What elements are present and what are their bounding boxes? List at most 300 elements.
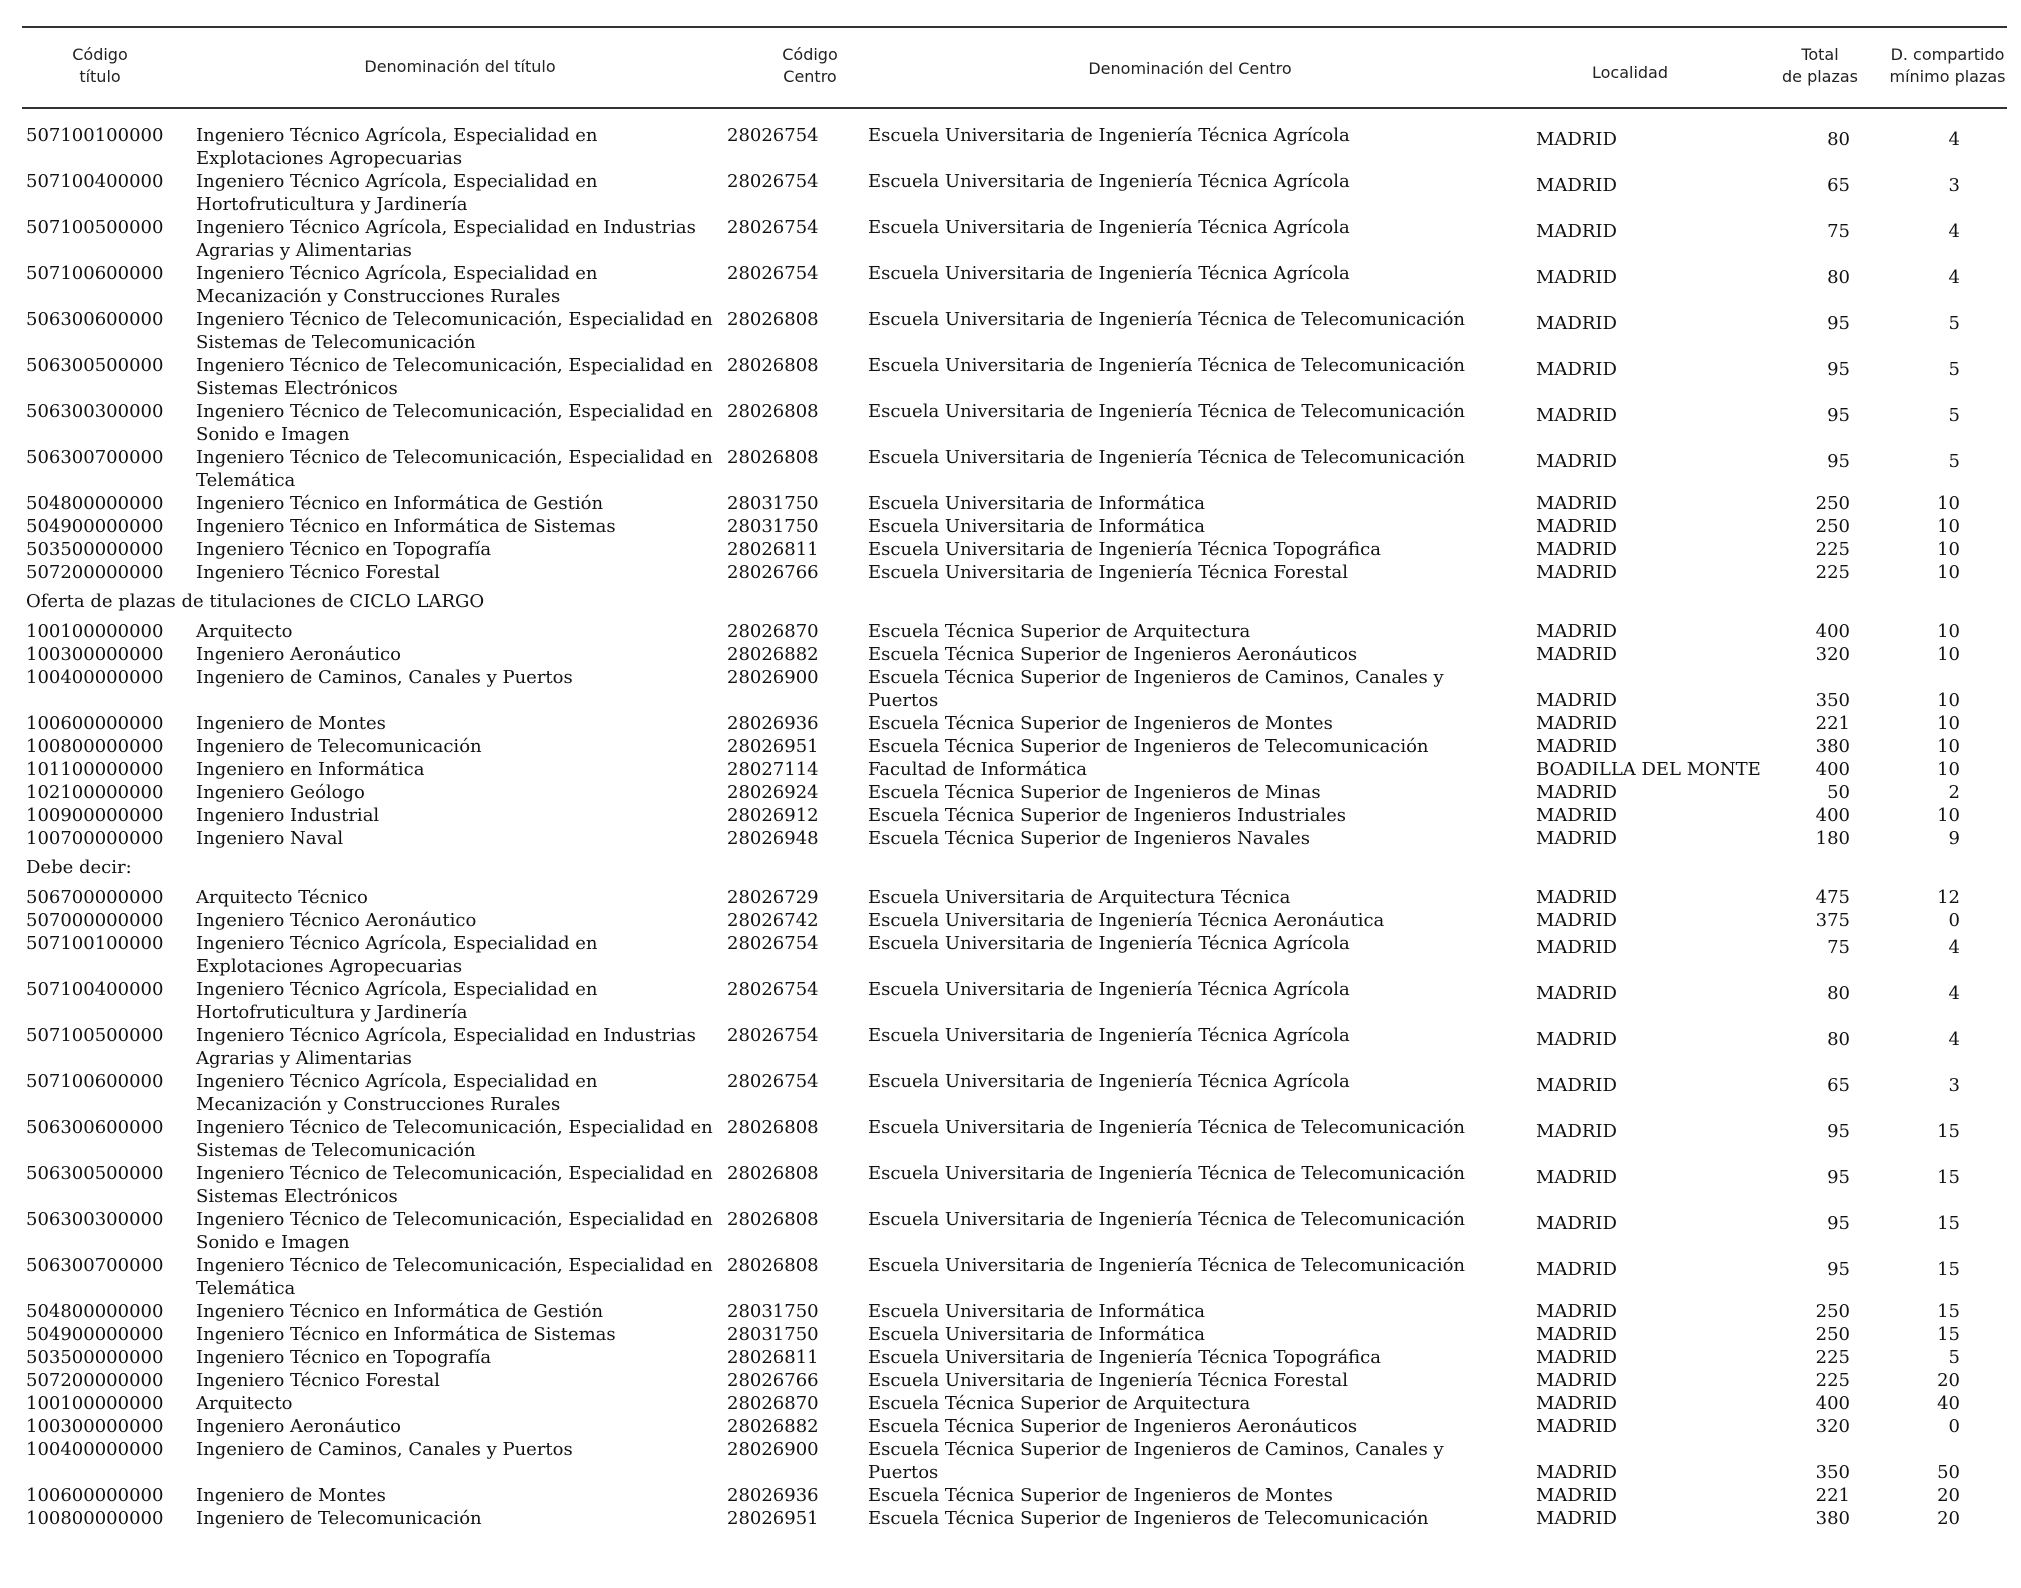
cell-denominacion-titulo: Ingeniero Técnico Agrícola, Especialidad en Explotaciones Agropecuarias <box>196 125 598 169</box>
cell-minimo-plazas: 10 <box>1937 621 1960 642</box>
cell-minimo-plazas: 50 <box>1937 1462 1960 1483</box>
table-body <box>0 124 2021 1530</box>
cell-codigo-titulo: 507000000000 <box>26 910 164 931</box>
table-row <box>0 886 2021 909</box>
cell-localidad: MADRID <box>1536 1167 1617 1188</box>
cell-codigo-titulo: 100100000000 <box>26 621 164 642</box>
cell-minimo-plazas: 20 <box>1937 1508 1960 1529</box>
header-codigo-centro-line1: Código <box>782 45 838 64</box>
cell-denominacion-centro: Escuela Universitaria de Ingeniería Técnica de Telecomunicación <box>868 1117 1466 1138</box>
cell-localidad: MADRID <box>1536 539 1617 560</box>
cell-denominacion-titulo: Arquitecto Técnico <box>196 887 368 908</box>
cell-total-plazas: 320 <box>1815 1416 1850 1437</box>
cell-minimo-plazas: 10 <box>1937 736 1960 757</box>
header-denominacion-titulo <box>300 56 620 78</box>
cell-total-plazas: 65 <box>1827 175 1850 196</box>
cell-localidad: MADRID <box>1536 1259 1617 1280</box>
cell-total-plazas: 400 <box>1815 759 1850 780</box>
cell-minimo-plazas: 0 <box>1948 1416 1960 1437</box>
cell-total-plazas: 95 <box>1827 1121 1850 1142</box>
cell-minimo-plazas: 4 <box>1948 221 1960 242</box>
cell-codigo-centro: 28026808 <box>727 447 819 468</box>
cell-codigo-titulo: 100600000000 <box>26 713 164 734</box>
cell-codigo-titulo: 100300000000 <box>26 1416 164 1437</box>
cell-total-plazas: 75 <box>1827 937 1850 958</box>
header-codigo-titulo <box>40 44 160 88</box>
table-row <box>0 1300 2021 1323</box>
cell-codigo-centro: 28026754 <box>727 171 819 192</box>
cell-codigo-centro: 28026811 <box>727 539 819 560</box>
cell-denominacion-titulo: Ingeniero de Caminos, Canales y Puertos <box>196 1439 573 1460</box>
cell-codigo-titulo: 506300600000 <box>26 309 164 330</box>
header-denominacion-centro <box>1000 58 1380 80</box>
cell-total-plazas: 80 <box>1827 1029 1850 1050</box>
table-row <box>0 216 2021 262</box>
cell-codigo-titulo: 100600000000 <box>26 1485 164 1506</box>
cell-minimo-plazas: 15 <box>1937 1301 1960 1322</box>
header-denominacion-centro-text: Denominación del Centro <box>1088 59 1292 78</box>
cell-total-plazas: 380 <box>1815 736 1850 757</box>
cell-denominacion-centro: Escuela Universitaria de Informática <box>868 493 1205 514</box>
cell-denominacion-titulo: Ingeniero Técnico de Telecomunicación, Especialidad en Sistemas de Telecomunicación <box>196 309 713 353</box>
cell-denominacion-centro: Escuela Universitaria de Ingeniería Técnica de Telecomunicación <box>868 309 1466 330</box>
table-row <box>0 561 2021 584</box>
cell-denominacion-centro: Facultad de Informática <box>868 759 1087 780</box>
cell-localidad: MADRID <box>1536 736 1617 757</box>
cell-denominacion-titulo: Ingeniero Industrial <box>196 805 380 826</box>
cell-total-plazas: 380 <box>1815 1508 1850 1529</box>
cell-localidad: MADRID <box>1536 713 1617 734</box>
header-localidad-text: Localidad <box>1591 63 1669 82</box>
cell-total-plazas: 350 <box>1815 1462 1850 1483</box>
cell-localidad: MADRID <box>1536 1301 1617 1322</box>
table-row <box>0 1323 2021 1346</box>
cell-total-plazas: 50 <box>1827 782 1850 803</box>
cell-codigo-centro: 28031750 <box>727 516 819 537</box>
cell-total-plazas: 80 <box>1827 983 1850 1004</box>
cell-denominacion-titulo: Ingeniero Aeronáutico <box>196 1416 401 1437</box>
cell-minimo-plazas: 15 <box>1937 1213 1960 1234</box>
cell-codigo-titulo: 506700000000 <box>26 887 164 908</box>
cell-denominacion-centro: Escuela Técnica Superior de Ingenieros Navales <box>868 828 1310 849</box>
cell-minimo-plazas: 5 <box>1948 405 1960 426</box>
cell-denominacion-titulo: Ingeniero Geólogo <box>196 782 365 803</box>
cell-denominacion-centro: Escuela Universitaria de Ingeniería Técnica Topográfica <box>868 539 1381 560</box>
cell-denominacion-titulo: Ingeniero Técnico de Telecomunicación, Especialidad en Sistemas de Telecomunicación <box>196 1117 713 1161</box>
cell-codigo-centro: 28026870 <box>727 1393 819 1414</box>
cell-denominacion-titulo: Ingeniero Aeronáutico <box>196 644 401 665</box>
header-codigo-titulo-line1: Código <box>72 45 128 64</box>
cell-total-plazas: 225 <box>1815 1370 1850 1391</box>
table-row <box>0 1415 2021 1438</box>
cell-codigo-centro: 28026754 <box>727 979 819 1000</box>
cell-denominacion-titulo: Ingeniero Técnico de Telecomunicación, Especialidad en Sistemas Electrónicos <box>196 1163 713 1207</box>
table-row <box>0 538 2021 561</box>
cell-minimo-plazas: 4 <box>1948 937 1960 958</box>
cell-denominacion-centro: Escuela Técnica Superior de Ingenieros de Telecomunicación <box>868 1508 1429 1529</box>
cell-localidad: MADRID <box>1536 782 1617 803</box>
cell-minimo-plazas: 10 <box>1937 805 1960 826</box>
table-row <box>0 978 2021 1024</box>
cell-denominacion-centro: Escuela Universitaria de Ingeniería Técnica de Telecomunicación <box>868 447 1466 468</box>
cell-total-plazas: 350 <box>1815 690 1850 711</box>
cell-minimo-plazas: 9 <box>1948 828 1960 849</box>
cell-minimo-plazas: 10 <box>1937 539 1960 560</box>
cell-minimo-plazas: 15 <box>1937 1259 1960 1280</box>
cell-codigo-titulo: 100400000000 <box>26 667 164 688</box>
cell-localidad: MADRID <box>1536 644 1617 665</box>
cell-minimo-plazas: 3 <box>1948 175 1960 196</box>
table-row <box>0 400 2021 446</box>
cell-denominacion-centro: Escuela Universitaria de Ingeniería Técnica de Telecomunicación <box>868 1163 1466 1184</box>
cell-total-plazas: 80 <box>1827 129 1850 150</box>
cell-denominacion-centro: Escuela Universitaria de Informática <box>868 516 1205 537</box>
cell-codigo-titulo: 507100500000 <box>26 217 164 238</box>
cell-denominacion-titulo: Ingeniero de Montes <box>196 1485 386 1506</box>
cell-localidad: MADRID <box>1536 562 1617 583</box>
cell-denominacion-centro: Escuela Universitaria de Ingeniería Técnica Agrícola <box>868 171 1350 192</box>
cell-denominacion-centro: Escuela Técnica Superior de Arquitectura <box>868 1393 1251 1414</box>
cell-codigo-titulo: 506300700000 <box>26 447 164 468</box>
table-row <box>0 1254 2021 1300</box>
cell-denominacion-titulo: Ingeniero Técnico Agrícola, Especialidad en Explotaciones Agropecuarias <box>196 933 598 977</box>
cell-minimo-plazas: 12 <box>1937 887 1960 908</box>
cell-codigo-titulo: 506300300000 <box>26 1209 164 1230</box>
cell-localidad: MADRID <box>1536 690 1617 711</box>
table-row <box>0 492 2021 515</box>
cell-localidad: MADRID <box>1536 828 1617 849</box>
table-row <box>0 515 2021 538</box>
cell-localidad: MADRID <box>1536 1075 1617 1096</box>
cell-minimo-plazas: 10 <box>1937 759 1960 780</box>
cell-minimo-plazas: 10 <box>1937 562 1960 583</box>
cell-total-plazas: 65 <box>1827 1075 1850 1096</box>
cell-denominacion-centro: Escuela Universitaria de Ingeniería Técnica Agrícola <box>868 125 1350 146</box>
cell-denominacion-centro: Escuela Técnica Superior de Ingenieros Aeronáuticos <box>868 644 1358 665</box>
cell-codigo-centro: 28026808 <box>727 1209 819 1230</box>
cell-total-plazas: 95 <box>1827 359 1850 380</box>
cell-codigo-centro: 28026951 <box>727 1508 819 1529</box>
top-rule <box>22 26 2007 28</box>
cell-minimo-plazas: 4 <box>1948 129 1960 150</box>
cell-denominacion-centro: Escuela Técnica Superior de Ingenieros Industriales <box>868 805 1346 826</box>
cell-codigo-titulo: 507100400000 <box>26 979 164 1000</box>
table-row <box>0 620 2021 643</box>
cell-minimo-plazas: 40 <box>1937 1393 1960 1414</box>
group-ciclo-corto-original <box>0 124 2021 584</box>
cell-codigo-titulo: 507100100000 <box>26 933 164 954</box>
cell-denominacion-titulo: Ingeniero Técnico Agrícola, Especialidad en Mecanización y Construcciones Rurales <box>196 1071 598 1115</box>
cell-denominacion-centro: Escuela Universitaria de Ingeniería Técnica Forestal <box>868 1370 1349 1391</box>
cell-codigo-centro: 28026951 <box>727 736 819 757</box>
cell-denominacion-titulo: Arquitecto <box>196 1393 293 1414</box>
cell-codigo-centro: 28026754 <box>727 1071 819 1092</box>
cell-codigo-centro: 28026882 <box>727 644 819 665</box>
cell-denominacion-titulo: Ingeniero Técnico de Telecomunicación, Especialidad en Sonido e Imagen <box>196 401 713 445</box>
cell-denominacion-titulo: Ingeniero Técnico de Telecomunicación, Especialidad en Telemática <box>196 1255 713 1299</box>
header-d-compartido-line1: D. compartido <box>1890 45 2005 64</box>
cell-denominacion-centro: Escuela Técnica Superior de Ingenieros de Caminos, Canales y Puertos <box>868 1439 1444 1483</box>
cell-codigo-titulo: 507100600000 <box>26 263 164 284</box>
cell-codigo-centro: 28026754 <box>727 217 819 238</box>
cell-denominacion-centro: Escuela Técnica Superior de Ingenieros de Caminos, Canales y Puertos <box>868 667 1444 711</box>
cell-localidad: MADRID <box>1536 493 1617 514</box>
cell-localidad: MADRID <box>1536 359 1617 380</box>
table-row <box>0 308 2021 354</box>
table-row <box>0 1024 2021 1070</box>
cell-minimo-plazas: 10 <box>1937 690 1960 711</box>
cell-total-plazas: 95 <box>1827 405 1850 426</box>
cell-localidad: MADRID <box>1536 1416 1617 1437</box>
cell-codigo-titulo: 504800000000 <box>26 1301 164 1322</box>
cell-denominacion-centro: Escuela Técnica Superior de Ingenieros de Minas <box>868 782 1321 803</box>
table-row <box>0 1507 2021 1530</box>
cell-localidad: MADRID <box>1536 1029 1617 1050</box>
cell-codigo-titulo: 504900000000 <box>26 1324 164 1345</box>
cell-codigo-titulo: 100300000000 <box>26 644 164 665</box>
table-row <box>0 1162 2021 1208</box>
table-row <box>0 712 2021 735</box>
cell-minimo-plazas: 5 <box>1948 313 1960 334</box>
header-rule <box>22 107 2007 109</box>
cell-denominacion-titulo: Ingeniero Técnico Agrícola, Especialidad en Hortofruticultura y Jardinería <box>196 171 598 215</box>
cell-codigo-centro: 28026900 <box>727 1439 819 1460</box>
cell-denominacion-centro: Escuela Universitaria de Ingeniería Técnica de Telecomunicación <box>868 1255 1466 1276</box>
header-total-plazas-line2: de plazas <box>1781 67 1859 86</box>
table-row <box>0 1369 2021 1392</box>
cell-localidad: MADRID <box>1536 313 1617 334</box>
table-row <box>0 643 2021 666</box>
cell-codigo-centro: 28026936 <box>727 1485 819 1506</box>
cell-denominacion-titulo: Ingeniero Técnico en Informática de Gestión <box>196 1301 604 1322</box>
cell-denominacion-centro: Escuela Universitaria de Ingeniería Técnica Agrícola <box>868 979 1350 1000</box>
cell-localidad: MADRID <box>1536 516 1617 537</box>
cell-minimo-plazas: 5 <box>1948 451 1960 472</box>
section-heading-debe-decir: Debe decir: <box>26 857 132 878</box>
cell-denominacion-titulo: Ingeniero en Informática <box>196 759 425 780</box>
table-row <box>0 758 2021 781</box>
table-row <box>0 1484 2021 1507</box>
cell-denominacion-titulo: Ingeniero Técnico Agrícola, Especialidad en Mecanización y Construcciones Rurales <box>196 263 598 307</box>
cell-denominacion-titulo: Ingeniero Técnico de Telecomunicación, Especialidad en Telemática <box>196 447 713 491</box>
cell-codigo-titulo: 503500000000 <box>26 539 164 560</box>
cell-total-plazas: 225 <box>1815 1347 1850 1368</box>
cell-codigo-centro: 28026754 <box>727 1025 819 1046</box>
table-row <box>0 1438 2021 1484</box>
cell-minimo-plazas: 4 <box>1948 267 1960 288</box>
cell-total-plazas: 95 <box>1827 313 1850 334</box>
cell-denominacion-titulo: Ingeniero Técnico en Topografía <box>196 539 492 560</box>
cell-total-plazas: 180 <box>1815 828 1850 849</box>
table-row <box>0 735 2021 758</box>
cell-denominacion-centro: Escuela Universitaria de Ingeniería Técnica Agrícola <box>868 1025 1350 1046</box>
cell-codigo-titulo: 507100400000 <box>26 171 164 192</box>
cell-total-plazas: 250 <box>1815 516 1850 537</box>
cell-minimo-plazas: 10 <box>1937 713 1960 734</box>
cell-codigo-centro: 28026808 <box>727 1163 819 1184</box>
cell-denominacion-centro: Escuela Universitaria de Arquitectura Técnica <box>868 887 1291 908</box>
cell-denominacion-titulo: Ingeniero Técnico Forestal <box>196 562 440 583</box>
table-row <box>0 909 2021 932</box>
cell-codigo-titulo: 507100100000 <box>26 125 164 146</box>
cell-codigo-centro: 28026754 <box>727 933 819 954</box>
cell-minimo-plazas: 5 <box>1948 359 1960 380</box>
cell-minimo-plazas: 15 <box>1937 1121 1960 1142</box>
cell-denominacion-titulo: Ingeniero Técnico en Informática de Sistemas <box>196 516 616 537</box>
table-row <box>0 124 2021 170</box>
cell-codigo-centro: 28026924 <box>727 782 819 803</box>
cell-denominacion-centro: Escuela Universitaria de Ingeniería Técnica Agrícola <box>868 217 1350 238</box>
cell-denominacion-titulo: Ingeniero Naval <box>196 828 344 849</box>
cell-codigo-centro: 28026808 <box>727 1117 819 1138</box>
cell-localidad: MADRID <box>1536 1485 1617 1506</box>
table-row <box>0 827 2021 850</box>
cell-total-plazas: 95 <box>1827 1259 1850 1280</box>
cell-total-plazas: 475 <box>1815 887 1850 908</box>
cell-total-plazas: 250 <box>1815 493 1850 514</box>
table-row <box>0 354 2021 400</box>
cell-denominacion-centro: Escuela Universitaria de Ingeniería Técnica de Telecomunicación <box>868 355 1466 376</box>
cell-denominacion-centro: Escuela Técnica Superior de Ingenieros de Telecomunicación <box>868 736 1429 757</box>
cell-localidad: MADRID <box>1536 1393 1617 1414</box>
cell-total-plazas: 225 <box>1815 539 1850 560</box>
table-row <box>0 170 2021 216</box>
cell-codigo-centro: 28031750 <box>727 1301 819 1322</box>
cell-total-plazas: 95 <box>1827 1167 1850 1188</box>
cell-codigo-centro: 28026808 <box>727 309 819 330</box>
cell-codigo-titulo: 506300700000 <box>26 1255 164 1276</box>
cell-codigo-titulo: 506300500000 <box>26 355 164 376</box>
header-d-compartido <box>1880 44 2015 88</box>
cell-denominacion-centro: Escuela Universitaria de Ingeniería Técnica Forestal <box>868 562 1349 583</box>
table-row <box>0 932 2021 978</box>
cell-localidad: MADRID <box>1536 451 1617 472</box>
cell-codigo-titulo: 507100600000 <box>26 1071 164 1092</box>
cell-codigo-centro: 28026811 <box>727 1347 819 1368</box>
cell-total-plazas: 225 <box>1815 562 1850 583</box>
table-row <box>0 1116 2021 1162</box>
header-codigo-titulo-line2: título <box>79 67 121 86</box>
cell-denominacion-titulo: Ingeniero de Montes <box>196 713 386 734</box>
cell-denominacion-titulo: Ingeniero de Caminos, Canales y Puertos <box>196 667 573 688</box>
cell-denominacion-centro: Escuela Universitaria de Ingeniería Técnica Aeronáutica <box>868 910 1385 931</box>
cell-codigo-centro: 28026766 <box>727 562 819 583</box>
cell-localidad: MADRID <box>1536 1462 1617 1483</box>
cell-codigo-centro: 28026729 <box>727 887 819 908</box>
table-row <box>0 666 2021 712</box>
cell-codigo-centro: 28026754 <box>727 125 819 146</box>
cell-localidad: MADRID <box>1536 1370 1617 1391</box>
cell-localidad: MADRID <box>1536 805 1617 826</box>
cell-localidad: MADRID <box>1536 1508 1617 1529</box>
cell-codigo-centro: 28031750 <box>727 493 819 514</box>
cell-localidad: MADRID <box>1536 1121 1617 1142</box>
table-row <box>0 446 2021 492</box>
cell-codigo-titulo: 100800000000 <box>26 1508 164 1529</box>
cell-minimo-plazas: 4 <box>1948 1029 1960 1050</box>
cell-total-plazas: 375 <box>1815 910 1850 931</box>
cell-total-plazas: 95 <box>1827 451 1850 472</box>
cell-total-plazas: 400 <box>1815 1393 1850 1414</box>
section-heading-ciclo-largo: Oferta de plazas de titulaciones de CICLO LARGO <box>26 591 485 612</box>
cell-total-plazas: 400 <box>1815 805 1850 826</box>
cell-denominacion-titulo: Ingeniero Técnico Forestal <box>196 1370 440 1391</box>
header-total-plazas-line1: Total <box>1801 45 1839 64</box>
cell-denominacion-titulo: Ingeniero Técnico de Telecomunicación, Especialidad en Sonido e Imagen <box>196 1209 713 1253</box>
cell-denominacion-titulo: Ingeniero Técnico en Informática de Gestión <box>196 493 604 514</box>
cell-denominacion-titulo: Ingeniero Técnico Agrícola, Especialidad en Industrias Agrarias y Alimentarias <box>196 1025 696 1069</box>
cell-codigo-titulo: 507200000000 <box>26 1370 164 1391</box>
cell-total-plazas: 320 <box>1815 644 1850 665</box>
cell-codigo-centro: 28026870 <box>727 621 819 642</box>
table-row <box>0 262 2021 308</box>
cell-minimo-plazas: 2 <box>1948 782 1960 803</box>
header-denominacion-titulo-text: Denominación del título <box>364 57 556 76</box>
cell-localidad: MADRID <box>1536 267 1617 288</box>
cell-total-plazas: 95 <box>1827 1213 1850 1234</box>
cell-codigo-centro: 28026948 <box>727 828 819 849</box>
cell-total-plazas: 250 <box>1815 1324 1850 1345</box>
cell-denominacion-centro: Escuela Universitaria de Informática <box>868 1324 1205 1345</box>
cell-localidad: MADRID <box>1536 910 1617 931</box>
cell-denominacion-centro: Escuela Universitaria de Ingeniería Técnica Topográfica <box>868 1347 1381 1368</box>
cell-denominacion-centro: Escuela Técnica Superior de Ingenieros de Montes <box>868 713 1333 734</box>
cell-denominacion-centro: Escuela Universitaria de Ingeniería Técnica de Telecomunicación <box>868 401 1466 422</box>
cell-codigo-centro: 28026754 <box>727 263 819 284</box>
cell-denominacion-centro: Escuela Universitaria de Ingeniería Técnica Agrícola <box>868 1071 1350 1092</box>
cell-minimo-plazas: 20 <box>1937 1370 1960 1391</box>
cell-codigo-centro: 28026882 <box>727 1416 819 1437</box>
table-row <box>0 1346 2021 1369</box>
cell-denominacion-titulo: Ingeniero de Telecomunicación <box>196 736 482 757</box>
cell-localidad: BOADILLA DEL MONTE <box>1536 759 1761 780</box>
cell-denominacion-centro: Escuela Técnica Superior de Arquitectura <box>868 621 1251 642</box>
cell-codigo-titulo: 102100000000 <box>26 782 164 803</box>
cell-codigo-titulo: 504800000000 <box>26 493 164 514</box>
cell-total-plazas: 221 <box>1815 1485 1850 1506</box>
cell-minimo-plazas: 5 <box>1948 1347 1960 1368</box>
cell-denominacion-titulo: Ingeniero Técnico en Informática de Sistemas <box>196 1324 616 1345</box>
cell-codigo-centro: 28026808 <box>727 401 819 422</box>
group-debe-decir <box>0 886 2021 1530</box>
header-d-compartido-line2: mínimo plazas <box>1889 67 2006 86</box>
cell-codigo-titulo: 507100500000 <box>26 1025 164 1046</box>
cell-localidad: MADRID <box>1536 621 1617 642</box>
cell-codigo-titulo: 503500000000 <box>26 1347 164 1368</box>
cell-codigo-titulo: 507200000000 <box>26 562 164 583</box>
cell-total-plazas: 75 <box>1827 221 1850 242</box>
cell-codigo-centro: 28026808 <box>727 355 819 376</box>
cell-total-plazas: 400 <box>1815 621 1850 642</box>
cell-codigo-centro: 28026766 <box>727 1370 819 1391</box>
cell-codigo-titulo: 506300500000 <box>26 1163 164 1184</box>
cell-denominacion-titulo: Ingeniero Técnico Aeronáutico <box>196 910 477 931</box>
cell-minimo-plazas: 20 <box>1937 1485 1960 1506</box>
cell-denominacion-centro: Escuela Técnica Superior de Ingenieros de Montes <box>868 1485 1333 1506</box>
cell-codigo-centro: 28026808 <box>727 1255 819 1276</box>
cell-codigo-centro: 28026900 <box>727 667 819 688</box>
cell-minimo-plazas: 15 <box>1937 1324 1960 1345</box>
table-row <box>0 781 2021 804</box>
cell-denominacion-titulo: Ingeniero de Telecomunicación <box>196 1508 482 1529</box>
cell-denominacion-titulo: Ingeniero Técnico Agrícola, Especialidad en Hortofruticultura y Jardinería <box>196 979 598 1023</box>
cell-denominacion-centro: Escuela Universitaria de Ingeniería Técnica Agrícola <box>868 263 1350 284</box>
cell-denominacion-titulo: Arquitecto <box>196 621 293 642</box>
cell-minimo-plazas: 15 <box>1937 1167 1960 1188</box>
header-codigo-centro <box>755 44 865 88</box>
cell-localidad: MADRID <box>1536 1324 1617 1345</box>
cell-localidad: MADRID <box>1536 129 1617 150</box>
